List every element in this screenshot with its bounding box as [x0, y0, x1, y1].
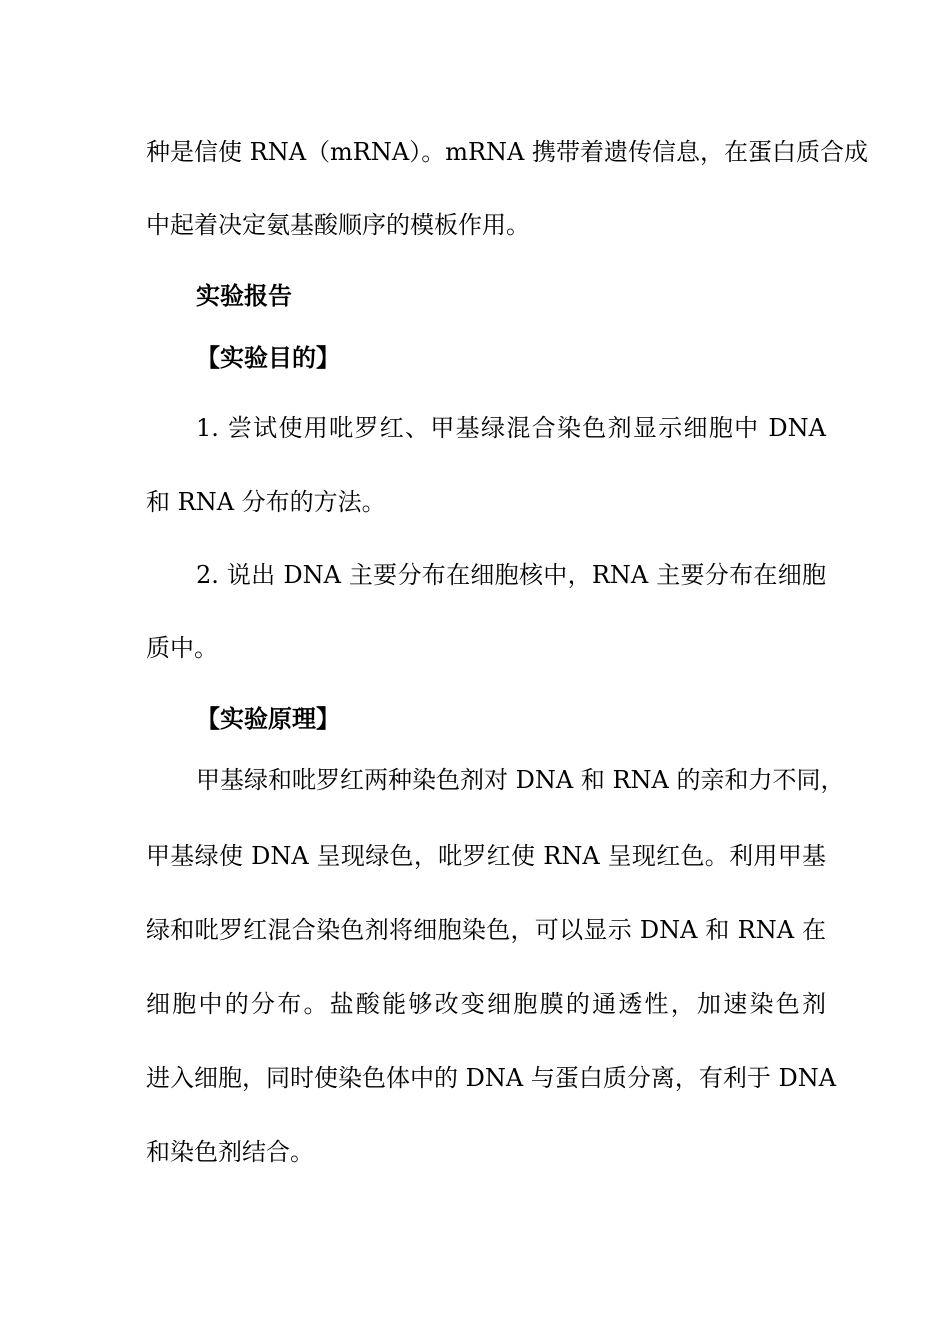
objective-2-line-1: 2. 说出 DNA 主要分布在细胞核中，RNA 主要分布在细胞 — [196, 561, 826, 589]
principle-line-5: 进入细胞，同时使染色体中的 DNA 与蛋白质分离，有利于 DNA — [146, 1064, 837, 1092]
principle-line-3: 绿和吡罗红混合染色剂将细胞染色，可以显示 DNA 和 RNA 在 — [146, 916, 826, 944]
report-heading: 实验报告 — [196, 282, 292, 310]
principle-line-1: 甲基绿和吡罗红两种染色剂对 DNA 和 RNA 的亲和力不同， — [196, 766, 845, 794]
objective-2-line-2: 质中。 — [146, 634, 218, 662]
principle-line-6: 和染色剂结合。 — [146, 1138, 314, 1166]
intro-line-2: 中起着决定氨基酸顺序的模板作用。 — [146, 211, 530, 239]
objective-1-line-1: 1. 尝试使用吡罗红、甲基绿混合染色剂显示细胞中 DNA — [196, 414, 826, 442]
objective-1-line-2: 和 RNA 分布的方法。 — [146, 488, 386, 516]
intro-line-1: 种是信使 RNA（mRNA）。mRNA 携带着遗传信息，在蛋白质合成 — [146, 138, 868, 166]
objectives-heading: 【实验目的】 — [196, 344, 340, 372]
principle-line-2: 甲基绿使 DNA 呈现绿色，吡罗红使 RNA 呈现红色。利用甲基 — [146, 842, 826, 870]
principle-heading: 【实验原理】 — [196, 705, 340, 733]
principle-line-4: 细胞中的分布。盐酸能够改变细胞膜的通透性，加速染色剂 — [146, 990, 826, 1018]
